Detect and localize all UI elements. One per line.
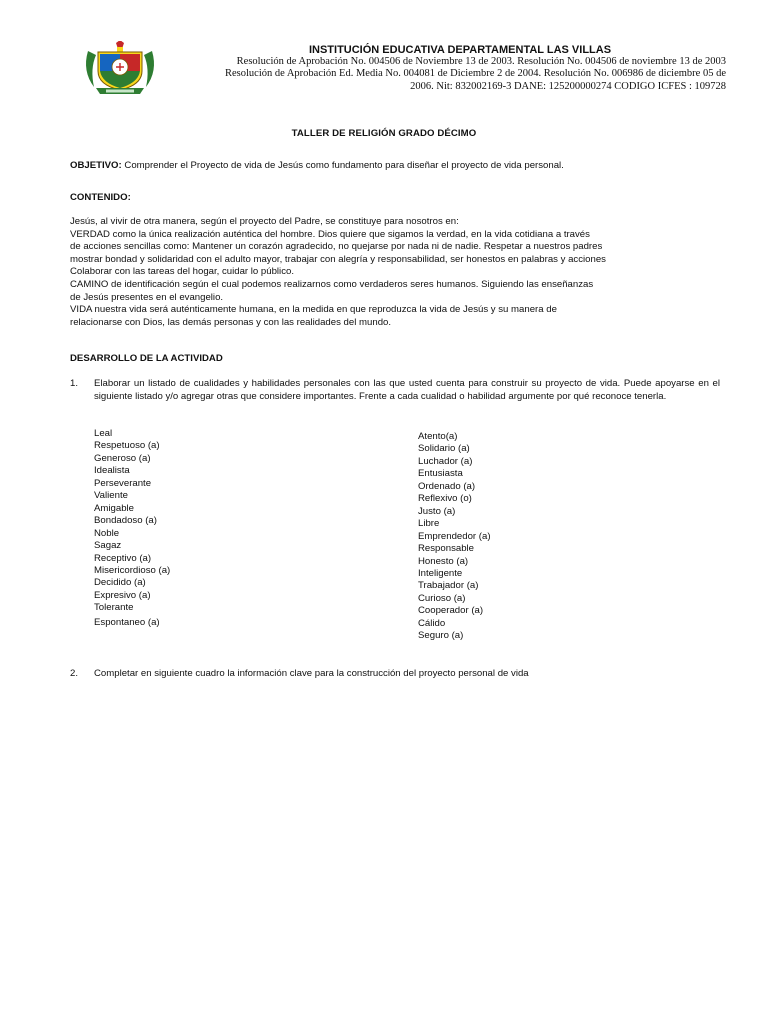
quality-item: Decidido (a) xyxy=(94,577,146,589)
quality-item: Amigable xyxy=(94,502,134,514)
quality-item: Tolerante xyxy=(94,602,134,614)
quality-item: Libre xyxy=(418,518,440,530)
content-line: VIDA nuestra vida será auténticamente humana, en la medida en que reproduzca la vida de Jesús y su manera de xyxy=(70,304,557,316)
item-number: 1. xyxy=(70,378,79,389)
quality-item: Generoso (a) xyxy=(94,452,151,464)
quality-item: Noble xyxy=(94,527,120,539)
resolution-line: Resolución de Aprobación Ed. Media No. 004081 de Diciembre 2 de 2004. Resolución No. 006986 de diciembre 05 de xyxy=(225,68,726,80)
quality-item: Respetuoso (a) xyxy=(94,440,160,452)
quality-item: Justo (a) xyxy=(418,505,456,517)
quality-item: Cálido xyxy=(418,617,446,629)
quality-item: Luchador (a) xyxy=(418,455,473,467)
quality-item: Leal xyxy=(94,428,113,439)
objective-label: OBJETIVO: xyxy=(70,160,122,171)
content-paragraph xyxy=(70,216,720,329)
item-1-text: Elaborar un listado de cualidades y habilidades personales con las que usted cuenta para construir su proyecto de vida. Puede apoyarse en el siguiente listado y/o agregar otras que considere importantes. Frente a cada cualidad o habilidad argumente por qué reconoce tenerla. xyxy=(94,378,720,402)
qualities-left-column xyxy=(94,428,170,629)
activity-heading: DESARROLLO DE LA ACTIVIDAD xyxy=(70,353,223,364)
quality-item: Sagaz xyxy=(94,540,122,552)
quality-item: Inteligente xyxy=(418,567,463,579)
quality-item: Ordenado (a) xyxy=(418,480,476,492)
content-line: VERDAD como la única realización auténtica del hombre. Dios quiere que sigamos la verdad, en la vida cotidiana a través xyxy=(70,228,590,240)
quality-item: Responsable xyxy=(418,543,475,555)
quality-item: Trabajador (a) xyxy=(418,580,479,592)
objective-text: Comprender el Proyecto de vida de Jesús como fundamento para diseñar el proyecto de vida personal. xyxy=(124,160,564,171)
resolution-line: Resolución de Aprobación No. 004506 de Noviembre 13 de 2003. Resolución No. 004506 de noviembre 13 de 2003 xyxy=(236,56,726,67)
content-line: Jesús, al vivir de otra manera, según el proyecto del Padre, se constituye para nosotros en: xyxy=(70,216,459,227)
quality-item: Honesto (a) xyxy=(418,555,469,567)
content-line: relacionarse con Dios, las demás personas y con las realidades del mundo. xyxy=(70,316,392,328)
objective-line xyxy=(70,160,564,173)
quality-item: Misericordioso (a) xyxy=(94,564,171,576)
quality-item: Cooperador (a) xyxy=(418,605,484,617)
resolution-line: 2006. Nit: 832002169-3 DANE: 125200000274 CODIGO ICFES : 109728 xyxy=(410,80,726,92)
quality-item: Curioso (a) xyxy=(418,592,466,604)
qualities-right-column xyxy=(418,431,491,643)
quality-item: Emprendedor (a) xyxy=(418,530,491,542)
document-title: TALLER DE RELIGIÓN GRADO DÉCIMO xyxy=(291,128,477,139)
quality-item: Perseverante xyxy=(94,477,152,489)
quality-item: Atento(a) xyxy=(418,431,458,442)
content-line: CAMINO de identificación según el cual podemos realizarnos como verdaderos seres humanos. Siguiendo las enseñanzas xyxy=(70,278,594,290)
quality-item: Reflexivo (o) xyxy=(418,493,472,505)
resolution-block xyxy=(170,56,726,93)
institution-name: INSTITUCIÓN EDUCATIVA DEPARTAMENTAL LAS VILLAS xyxy=(308,44,612,56)
quality-item: Bondadoso (a) xyxy=(94,515,157,527)
quality-item: Valiente xyxy=(94,490,128,502)
content-line: mostrar bondad y solidaridad con el adulto mayor, trabajar con alegría y responsabilidad, ser honestos en palabras y acciones xyxy=(70,253,606,265)
content-heading: CONTENIDO: xyxy=(70,192,131,203)
item-number: 2. xyxy=(70,668,79,679)
school-crest-logo xyxy=(80,41,160,95)
quality-item: Idealista xyxy=(94,465,130,477)
content-line: Colaborar con las tareas del hogar, cuidar lo público. xyxy=(70,266,294,278)
quality-item: Seguro (a) xyxy=(418,630,464,642)
content-line: de Jesús presentes en el evangelio. xyxy=(70,291,224,303)
quality-item: Expresivo (a) xyxy=(94,589,151,601)
item-2-text: Completar en siguiente cuadro la información clave para la construcción del proyecto personal de vida xyxy=(94,668,529,679)
quality-item: Receptivo (a) xyxy=(94,552,152,564)
quality-item: Entusiasta xyxy=(418,468,463,480)
content-line: de acciones sencillas como: Mantener un corazón agradecido, no quejarse por nada ni de nadie. Respetar a nuestros padres xyxy=(70,241,603,253)
quality-item: Espontaneo (a) xyxy=(94,616,160,628)
quality-item: Solidario (a) xyxy=(418,443,470,455)
